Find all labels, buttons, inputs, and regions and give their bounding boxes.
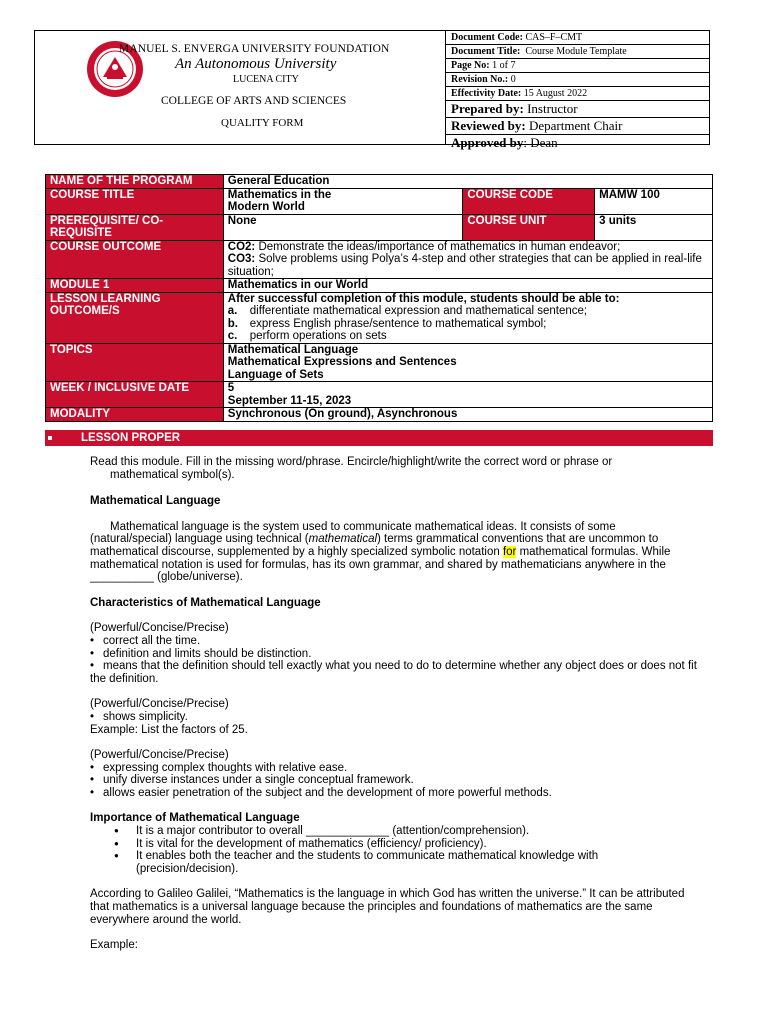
topics-label: TOPICS <box>46 343 224 382</box>
lesson-proper-title: LESSON PROPER <box>81 432 181 444</box>
small-bullet-icon: • <box>90 774 95 787</box>
prerequisite-value: None <box>223 214 463 240</box>
table-row <box>46 175 713 189</box>
intro-line: Read this module. Fill in the missing word/phrase. Encircle/highlight/write the correct word or phrase or <box>90 456 613 468</box>
meta-reviewed-by <box>445 118 709 135</box>
outcome-text: Solve problems using Polya’s 4-step and other strategies that can be applied in real-life situation; <box>227 253 702 278</box>
meta-doc-code <box>445 31 709 45</box>
course-code-value: MAMW 100 <box>595 188 713 214</box>
point-text: expressing complex thoughts with relative ease. <box>103 761 348 774</box>
university-subtitle: An Autonomous University <box>175 56 337 72</box>
module-label: MODULE 1 <box>46 279 224 293</box>
meta-value: Department Chair <box>529 118 623 133</box>
importance-item: ● It is a major contributor to overall _____________ (attention/comprehension). <box>90 825 700 838</box>
paragraph-text: mathematical formulas. While mathematical notation is used for formulas, has its own grammar, and shared by mathematicians anywhere in the __________ (globe/universe). <box>90 545 671 584</box>
lesson-proper-bar <box>45 430 713 446</box>
meta-effectivity <box>445 87 709 101</box>
small-bullet-icon: • <box>90 710 95 723</box>
table-row <box>46 343 713 382</box>
college-name: COLLEGE OF ARTS AND SCIENCES <box>161 95 347 107</box>
point-text: definition and limits should be distinction. <box>103 647 312 660</box>
meta-value: 1 of 7 <box>492 60 516 71</box>
small-bullet-icon: • <box>90 634 95 647</box>
example-label: Example: <box>90 939 138 952</box>
university-city: LUCENA CITY <box>233 74 299 85</box>
lesson-outcome-label-line: OUTCOME/S <box>50 305 120 317</box>
point-text: unify diverse instances under a single conceptual framework. <box>103 774 414 787</box>
characteristic-3-point <box>90 787 700 800</box>
modality-value: Synchronous (On ground), Asynchronous <box>223 408 712 422</box>
course-info-table <box>45 174 713 422</box>
lesson-outcome-b <box>228 318 708 331</box>
characteristic-1-point <box>90 660 700 685</box>
course-unit-label: COURSE UNIT <box>463 214 595 240</box>
point-text: means that the definition should tell exactly what you need to do to determine whether any object does or does not fit the definition. <box>90 660 697 685</box>
program-value: General Education <box>223 175 712 189</box>
small-bullet-icon: • <box>90 660 95 673</box>
course-title-label: COURSE TITLE <box>46 188 224 214</box>
lesson-outcome-a <box>228 305 708 318</box>
prerequisite-label-line: PREREQUISITE/ CO- <box>50 214 164 227</box>
table-row <box>46 214 713 240</box>
paragraph-emphasis: mathematical <box>308 533 378 546</box>
intro-paragraph <box>90 456 700 481</box>
topic-item: Mathematical Expressions and Sentences <box>227 356 457 368</box>
course-title-line: Mathematics in the <box>227 188 332 201</box>
meta-prepared-by <box>445 101 709 118</box>
meta-value: Instructor <box>527 101 578 116</box>
meta-label: Approved by <box>451 135 524 150</box>
table-row <box>46 188 713 214</box>
point-text: shows simplicity. <box>103 710 188 723</box>
outcome-key: CO2: <box>227 240 256 253</box>
week-dates: September 11-15, 2023 <box>227 394 352 407</box>
week-value <box>223 382 712 408</box>
importance-item: ● It is vital for the development of mathematics (efficiency/ proficiency). <box>90 838 700 851</box>
meta-doc-title <box>445 45 709 59</box>
meta-value: 15 August 2022 <box>523 88 588 99</box>
outcome-text: express English phrase/sentence to mathematical symbol; <box>249 317 547 330</box>
characteristic-2-choice: (Powerful/Concise/Precise) <box>90 698 229 711</box>
paragraph-text: Mathematical language is the system used to communicate mathematical ideas. It consists of some (natural/special) language using technical ( <box>90 520 616 546</box>
point-text: correct all the time. <box>103 634 201 647</box>
characteristic-1-point <box>90 635 700 648</box>
table-row <box>46 408 713 422</box>
characteristic-3-point <box>90 762 700 775</box>
paragraph-text: ) terms grammatical conventions that are uncommon to mathematical discourse, supplemented by a highly specialized symbolic notation <box>90 533 659 558</box>
week-number: 5 <box>227 382 235 394</box>
meta-value: Course Module Template <box>525 46 627 57</box>
importance-item: ● It enables both the teacher and the students to communicate mathematical knowledge with (precision/decision). <box>90 850 700 875</box>
meta-value: : Dean <box>523 135 558 150</box>
outcome-key: b. <box>227 317 239 330</box>
program-label: NAME OF THE PROGRAM <box>46 175 224 189</box>
outcome-key: a. <box>227 305 238 317</box>
university-name: MANUEL S. ENVERGA UNIVERSITY FOUNDATION <box>119 43 390 55</box>
outcome-key: c. <box>227 330 238 342</box>
topic-item: Language of Sets <box>227 368 324 381</box>
document-header <box>34 30 710 150</box>
course-unit-value: 3 units <box>595 214 713 240</box>
heading-characteristics: Characteristics of Mathematical Language <box>90 596 321 609</box>
topic-item: Mathematical Language <box>227 343 359 356</box>
galileo-quote-paragraph: According to Galileo Galilei, “Mathematics is the language in which God has written the universe.” It can be attributed that mathematics is a universal language because the principles and foundations of mathematics are the same everywhere around the world. <box>90 888 685 926</box>
math-language-paragraph <box>90 521 700 584</box>
lesson-outcome-label-line: LESSON LEARNING <box>50 292 161 305</box>
small-bullet-icon: • <box>90 647 95 660</box>
characteristic-1-point <box>90 648 700 661</box>
table-row <box>46 279 713 293</box>
meta-label: Reviewed by: <box>451 118 526 133</box>
meta-approved-by <box>445 135 709 151</box>
intro-line: mathematical symbol(s). <box>110 468 235 481</box>
outcome-co2 <box>228 241 708 254</box>
characteristic-3-point <box>90 774 700 787</box>
lesson-outcome-intro: After successful completion of this module, students should be able to: <box>227 292 620 305</box>
meta-label: Document Title: <box>451 46 521 57</box>
course-code-label: COURSE CODE <box>463 188 595 214</box>
table-row <box>46 240 713 279</box>
modality-label: MODALITY <box>46 408 224 422</box>
meta-label: Document Code: <box>451 32 523 43</box>
lesson-outcome-value <box>223 292 712 343</box>
meta-label: Effectivity Date: <box>451 88 522 99</box>
meta-label: Page No: <box>451 60 490 71</box>
module-value: Mathematics in our World <box>223 279 712 293</box>
course-title-value <box>223 188 463 214</box>
course-title-line: Modern World <box>227 201 305 213</box>
prerequisite-label <box>46 214 224 240</box>
small-bullet-icon: • <box>90 761 95 774</box>
course-outcome-label: COURSE OUTCOME <box>46 240 224 279</box>
outcome-text: Demonstrate the ideas/importance of mathematics in human endeavor; <box>255 240 621 253</box>
meta-revision <box>445 73 709 87</box>
outcome-text: perform operations on sets <box>249 330 387 342</box>
point-text: allows easier penetration of the subject and the development of more powerful methods. <box>103 786 552 799</box>
prerequisite-label-line: REQUISITE <box>50 227 112 239</box>
heading-importance: Importance of Mathematical Language <box>90 812 300 825</box>
lesson-outcome-c <box>228 330 708 343</box>
characteristic-1-choice: (Powerful/Concise/Precise) <box>90 622 229 635</box>
characteristic-2-point <box>90 711 700 724</box>
characteristic-2-example: Example: List the factors of 25. <box>90 723 248 736</box>
table-row <box>46 292 713 343</box>
meta-value: 0 <box>510 74 516 85</box>
outcome-text: differentiate mathematical expression and mathematical sentence; <box>249 305 588 317</box>
topics-value <box>223 343 712 382</box>
table-row <box>46 382 713 408</box>
quality-form-label: QUALITY FORM <box>221 117 304 129</box>
meta-label: Revision No.: <box>451 74 509 85</box>
header-institution <box>35 31 446 144</box>
highlighted-word: for <box>502 545 517 558</box>
outcome-co3 <box>228 253 708 278</box>
meta-value: CAS–F–CMT <box>525 32 583 43</box>
lesson-outcome-label <box>46 292 224 343</box>
week-label: WEEK / INCLUSIVE DATE <box>46 382 224 408</box>
characteristic-3-choice: (Powerful/Concise/Precise) <box>90 749 229 762</box>
small-bullet-icon: • <box>90 786 95 799</box>
document-meta <box>445 31 709 150</box>
course-outcome-value <box>223 240 712 279</box>
lesson-body <box>90 456 700 952</box>
outcome-key: CO3: <box>227 253 256 265</box>
heading-mathematical-language: Mathematical Language <box>90 495 221 508</box>
meta-label: Prepared by: <box>451 101 524 116</box>
square-bullet-icon <box>48 436 52 440</box>
meta-page-no <box>445 59 709 73</box>
